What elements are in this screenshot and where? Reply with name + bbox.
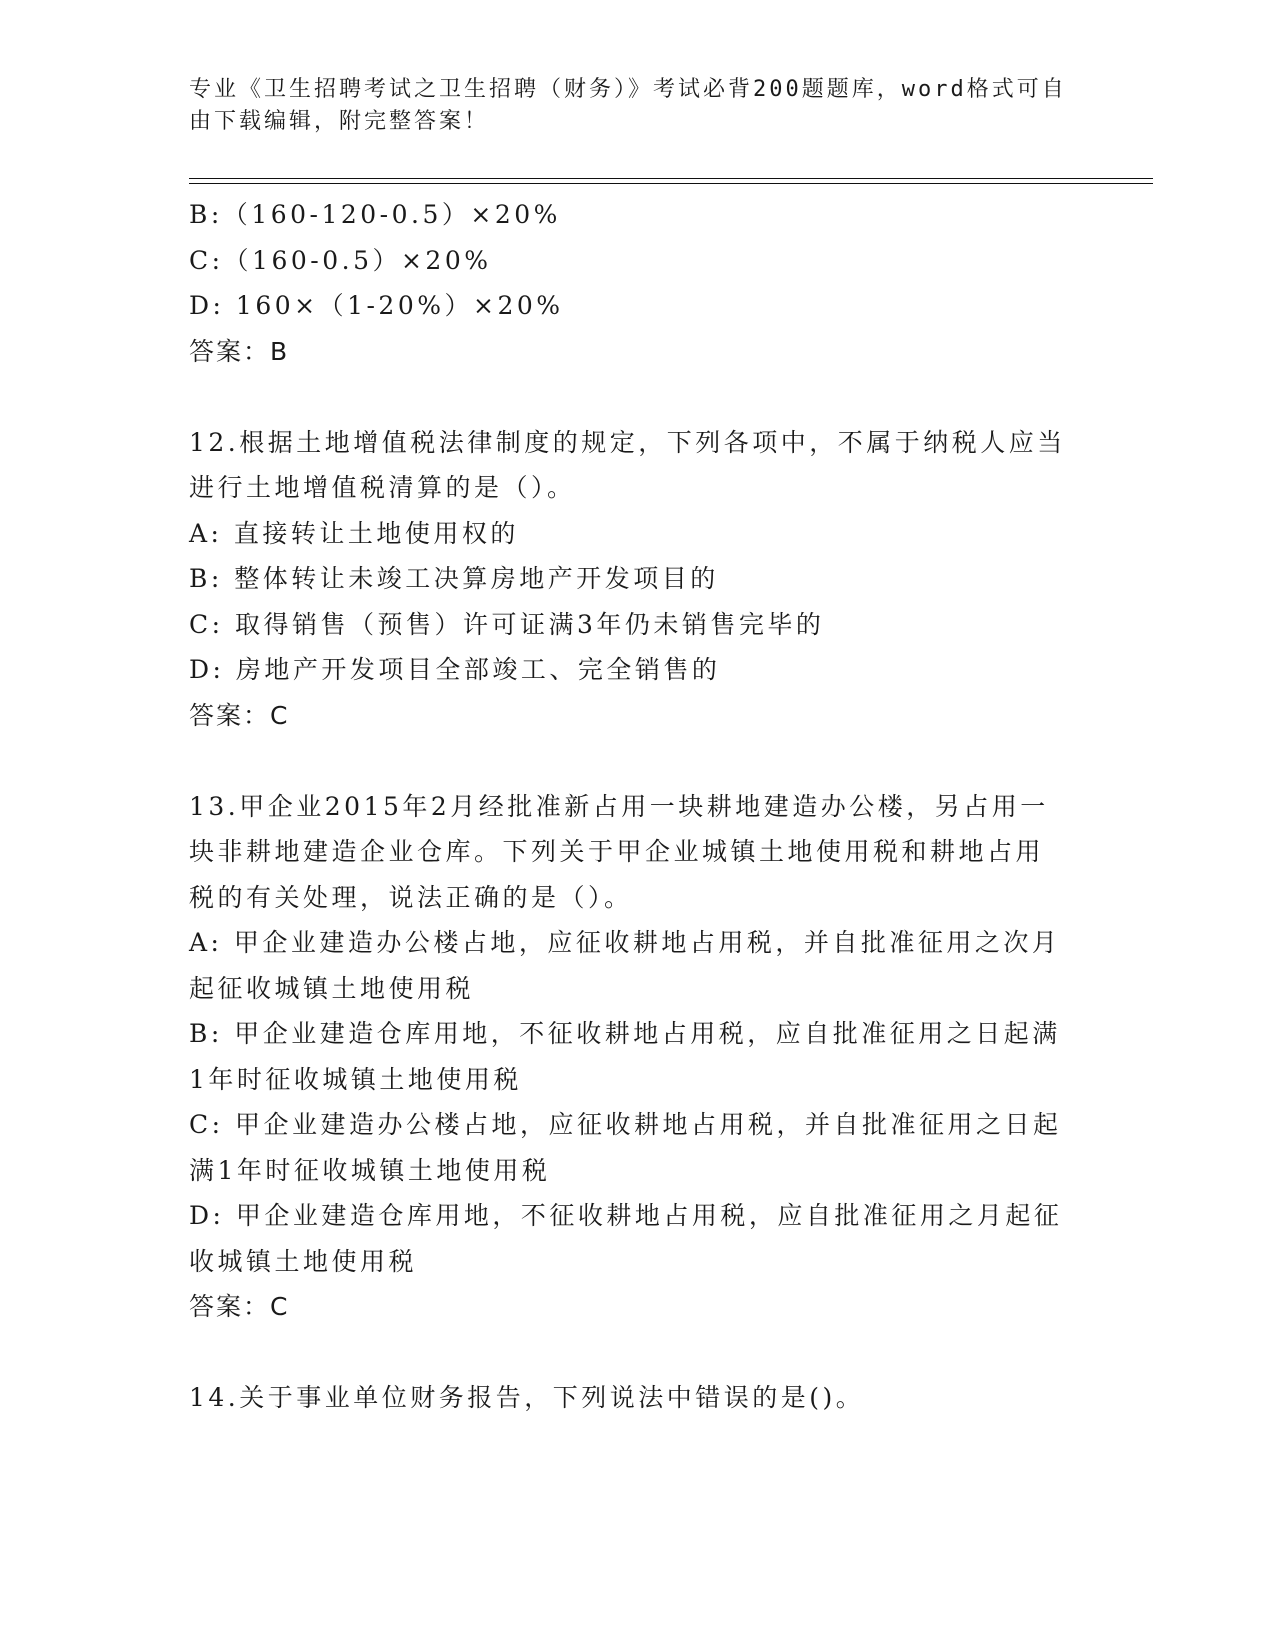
spacer: [189, 1330, 1089, 1376]
document-header: [189, 74, 1069, 138]
q11-answer: 答案：B: [189, 336, 290, 366]
spacer: [189, 374, 1089, 420]
q12-option-d: D: 房地产开发项目全部竣工、完全销售的: [189, 655, 721, 684]
question-11: [189, 192, 1089, 374]
q12-option-a: A: 直接转让土地使用权的: [189, 518, 519, 548]
question-13: [189, 784, 1089, 1330]
q13-stem-line-3: 税的有关处理，说法正确的是（）。: [189, 882, 633, 912]
q14-stem-line-1: 14.关于事业单位财务报告，下列说法中错误的是()。: [189, 1383, 865, 1412]
q12-answer: 答案：C: [189, 700, 290, 730]
header-title-line-2: 由下载编辑，附完整答案！: [189, 109, 490, 134]
q13-stem-line-1: 13.甲企业2015年2月经批准新占用一块耕地建造办公楼，另占用一: [189, 791, 1049, 821]
question-14: [189, 1375, 1089, 1421]
q11-option-b: B:（160-120-0.5）×20%: [189, 200, 561, 229]
q12-stem-line-1: 12.根据土地增值税法律制度的规定，下列各项中，不属于纳税人应当: [189, 427, 1066, 457]
q13-option-c-line-2: 满1年时征收城镇土地使用税: [189, 1155, 551, 1185]
q13-option-b-line-1: B: 甲企业建造仓库用地，不征收耕地占用税，应自批准征用之日起满: [189, 1019, 1061, 1048]
q12-stem-line-2: 进行土地增值税清算的是（）。: [189, 473, 576, 502]
q12-option-b: B: 整体转让未竣工决算房地产开发项目的: [189, 564, 719, 593]
header-divider-bottom: [189, 183, 1153, 184]
q13-option-d-line-1: D: 甲企业建造仓库用地，不征收耕地占用税，应自批准征用之月起征: [189, 1201, 1063, 1230]
q13-stem-line-2: 块非耕地建造企业仓库。下列关于甲企业城镇土地使用税和耕地占用: [189, 837, 1045, 866]
q13-option-a-line-1: A: 甲企业建造办公楼占地，应征收耕地占用税，并自批准征用之次月: [189, 928, 1061, 957]
q13-answer: 答案：C: [189, 1292, 290, 1321]
question-content: [189, 192, 1089, 1421]
spacer: [189, 738, 1089, 784]
q13-option-d-line-2: 收城镇土地使用税: [189, 1246, 418, 1276]
header-divider-top: [189, 178, 1153, 179]
q13-option-a-line-2: 起征收城镇土地使用税: [189, 973, 475, 1003]
q11-option-c: C:（160-0.5）×20%: [189, 245, 492, 275]
q11-option-d: D: 160×（1-20%）×20%: [189, 291, 564, 320]
q13-option-b-line-2: 1年时征收城镇土地使用税: [189, 1064, 522, 1094]
header-title-line-1: 专业《卫生招聘考试之卫生招聘（财务）》考试必背200题题库，word格式可自: [189, 77, 1067, 102]
q13-option-c-line-1: C: 甲企业建造办公楼占地，应征收耕地占用税，并自批准征用之日起: [189, 1110, 1062, 1139]
q12-option-c: C: 取得销售（预售）许可证满3年仍未销售完毕的: [189, 609, 825, 639]
question-12: [189, 420, 1089, 739]
